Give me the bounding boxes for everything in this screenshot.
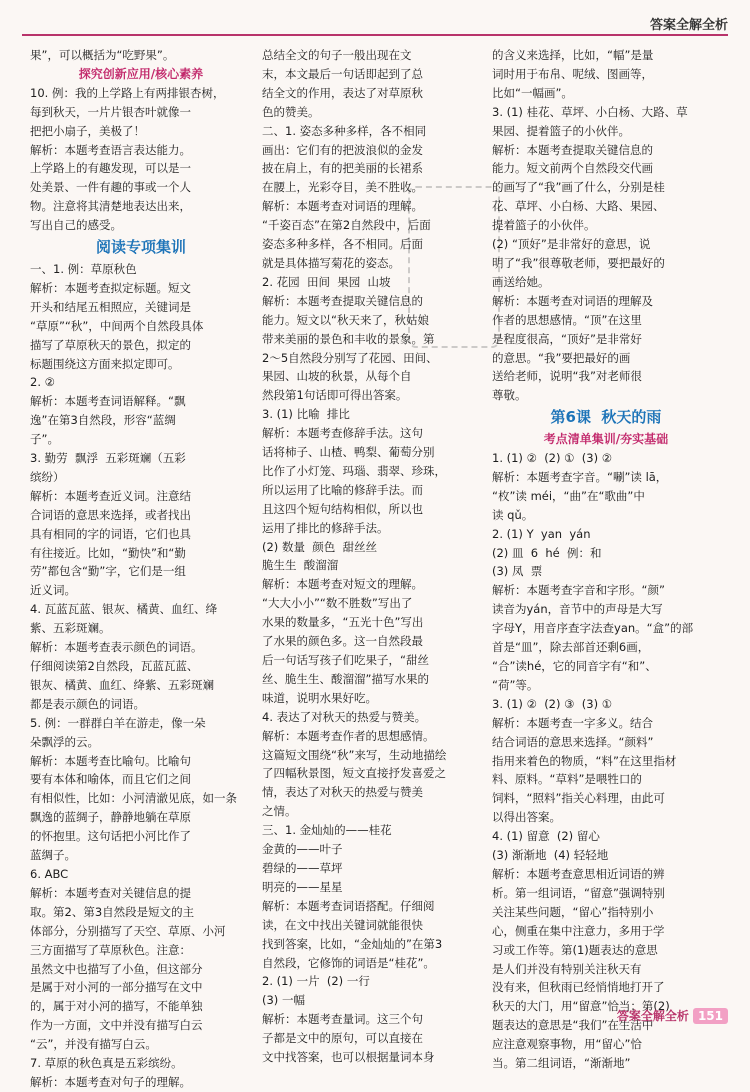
- text-line: 解析：本题考查量词。这三个句: [262, 1012, 423, 1027]
- text-line: 5. 例：一群群白羊在游走，像一朵: [30, 715, 206, 730]
- text-line: 金黄的——叶子: [262, 842, 343, 857]
- text-line: 读音为yán，音节中的声母是大写: [492, 602, 663, 617]
- text-line: “荷”等。: [492, 677, 539, 692]
- text-line: 朵飘浮的云。: [30, 734, 99, 749]
- text-line: 是属于对小河的一部分描写在文中: [30, 980, 203, 995]
- text-line: 画送给她。: [492, 274, 550, 289]
- text-line: 一、1. 例：草原秋色: [30, 261, 137, 276]
- text-line: 物。注意将其清楚地表达出来，: [30, 199, 191, 214]
- text-line: 所以运用了比喻的修辞手法。而: [262, 482, 423, 497]
- text-line: 比作了小灯笼、玛瑙、翡翠、珍珠，: [262, 463, 446, 478]
- text-line: 且这四个短句结构相似，所以也: [262, 501, 423, 516]
- text-line: 上学路上的有趣发现，可以是一: [30, 161, 191, 176]
- text-line: 解析：本题考查近义词。注意结: [30, 488, 191, 503]
- text-line: 要有本体和喻体，而且它们之间: [30, 772, 191, 787]
- text-line: 3. (1) 桂花、草坪、小白杨、大路、草: [492, 104, 688, 119]
- text-line: 解析：本题考查对短文的理解。: [262, 577, 423, 592]
- text-line: 写出自己的感受。: [30, 218, 122, 233]
- text-line: 有相似性，比如：小河清澈见底，如一条: [30, 791, 237, 806]
- text-line: 近义词。: [30, 583, 76, 598]
- text-line: 解析：本题考查提取关键信息的: [262, 293, 423, 308]
- text-line: 每到秋天，一片片银杏叶就像一: [30, 104, 191, 119]
- text-line: 饲料，“照料”指关心料理，由此可: [492, 791, 665, 806]
- text-line: 读 qǔ。: [492, 507, 534, 522]
- text-line: 运用了排比的修辞手法。: [262, 520, 389, 535]
- text-line: 二、1. 姿态多种多样，各不相同: [262, 123, 427, 138]
- text-line: “云”，并没有描写白云。: [30, 1037, 157, 1052]
- text-line: 这篇短文围绕“秋”来写，生动地描绘: [262, 747, 447, 762]
- text-line: 明了“我”很尊敬老师，要把最好的: [492, 255, 665, 270]
- text-line: 析。第一组词语，“留意”强调特别: [492, 885, 665, 900]
- text-line: 总结全文的句子一般出现在文: [262, 48, 412, 62]
- text-line: 尊敬。: [492, 388, 527, 403]
- text-line: 2. (1) 一片 (2) 一行: [262, 974, 370, 989]
- text-line: 2. ②: [30, 375, 55, 390]
- text-line: 的画写了“我”画了什么，分别是桂: [492, 180, 665, 195]
- text-line: 把把小扇子，美极了！: [30, 123, 145, 138]
- text-line: 果”，可以概括为“吃野果”。: [30, 48, 175, 62]
- text-line: 是人们并没有特别关注秋天有: [492, 961, 642, 976]
- text-line: 后一句话写孩子们吃果子，“甜丝: [262, 653, 429, 667]
- text-line: 第6课 秋天的雨: [550, 408, 662, 427]
- text-line: 情，表达了对秋天的热爱与赞美: [262, 785, 423, 800]
- page-number: 151: [693, 1008, 728, 1024]
- text-line: 果园、提着篮子的小伙伴。: [492, 123, 630, 138]
- text-line: 没有来，但秋雨已经悄悄地打开了: [492, 980, 665, 995]
- text-line: 带来美丽的景色和丰收的景象。第: [262, 331, 435, 346]
- text-line: 虽然文中也描写了小鱼，但这部分: [30, 961, 203, 976]
- footer-label: 答案全解全析: [616, 1009, 689, 1023]
- text-line: 是程度很高，“顶好”是非常好: [492, 331, 642, 346]
- header-rule: [22, 34, 728, 36]
- text-line: (2) “顶好”是非常好的意思，说: [492, 237, 651, 252]
- text-line: 料、原料。“草料”是喂牲口的: [492, 772, 642, 787]
- text-line: “草原”“秋”，中间两个自然段具体: [30, 318, 204, 333]
- text-line: 3. 勤劳 飘浮 五彩斑斓（五彩: [30, 451, 186, 466]
- text-line: 水果的数量多，“五光十色”写出: [262, 615, 424, 630]
- text-line: 就是具体描写菊花的姿态。: [262, 255, 400, 270]
- text-line: 探究创新应用/核心素养: [78, 66, 204, 81]
- text-line: 话将柿子、山楂、鸭梨、葡萄分别: [262, 445, 435, 460]
- text-line: 碧绿的——草坪: [262, 860, 343, 875]
- text-line: 子”。: [30, 432, 59, 447]
- text-line: 画出：它们有的把波浪似的金发: [262, 142, 423, 157]
- text-line: (2) 皿 6 hé 例：和: [492, 545, 602, 560]
- text-line: (3) 凤 票: [492, 564, 543, 579]
- text-line: 能力。短文以“秋天来了，秋姑娘: [262, 312, 429, 327]
- text-line: 7. 草原的秋色真是五彩缤纷。: [30, 1056, 183, 1071]
- text-line: 考点清单集训/夯实基础: [543, 432, 669, 447]
- text-line: 了水果的颜色多。这一自然段最: [262, 634, 423, 649]
- text-line: 解析：本题考查拟定标题。短文: [30, 280, 191, 295]
- text-line: 解析：本题考查修辞手法。这句: [262, 426, 423, 441]
- text-line: 2～5自然段分别写了花园、田间、: [262, 350, 438, 365]
- text-line: 自然段，它修饰的词语是“桂花”。: [262, 955, 435, 970]
- text-line: 结合词语的意思来选择。“颜料”: [492, 734, 654, 749]
- text-line: 阅读专项集训: [95, 238, 186, 257]
- text-line: 果园、山坡的秋景，从每个自: [262, 369, 412, 384]
- text-line: 解析：本题考查一字多义。结合: [492, 715, 653, 730]
- text-line: 银灰、橘黄、血红、绛紫、五彩斑斓: [30, 677, 214, 692]
- text-line: 子都是文中的原句，可以直接在: [262, 1031, 423, 1046]
- text-line: 取。第2、第3自然段是短文的主: [30, 904, 195, 919]
- text-line: 了四幅秋景图，短文直接抒发喜爱之: [262, 766, 446, 781]
- text-line: 3. (1) 比喻 排比: [262, 407, 350, 422]
- text-line: 4. 表达了对秋天的热爱与赞美。: [262, 709, 427, 724]
- text-line: 体部分，分别描写了天空、草原、小河: [30, 923, 226, 938]
- text-line: (3) 一幅: [262, 993, 305, 1008]
- text-line: 解析：本题考查比喻句。比喻句: [30, 753, 191, 768]
- answer-column-3: [492, 46, 720, 1073]
- text-line: 能力。短文前两个自然段交代画: [492, 161, 653, 176]
- text-line: 3. (1) ② (2) ③ (3) ①: [492, 696, 613, 711]
- text-line: 在腰上，光彩夺目，美不胜收。: [262, 180, 423, 195]
- text-line: 解析：本题考查意思相近词语的辨: [492, 866, 665, 881]
- text-line: 解析：本题考查作者的思想感情。: [262, 728, 435, 743]
- text-line: 2. (1) Y yan yán: [492, 526, 591, 541]
- text-line: 解析：本题考查对关键信息的提: [30, 885, 191, 900]
- text-line: 解析：本题考查字音和字形。“颜”: [492, 583, 665, 598]
- text-line: 披在肩上，有的把美丽的长裙系: [262, 161, 423, 176]
- text-line: 文中找答案，也可以根据量词本身: [262, 1050, 435, 1065]
- text-line: 花、草坪、小白杨、大路、果园、: [492, 199, 665, 214]
- text-line: 当。第二组词语，“渐渐地”: [492, 1056, 631, 1071]
- text-line: 解析：本题考查对词语的理解及: [492, 293, 653, 308]
- text-line: 1. (1) ② (2) ① (3) ②: [492, 451, 613, 466]
- text-line: 脆生生 酸溜溜: [262, 558, 339, 573]
- text-line: “千姿百态”在第2自然段中，后面: [262, 218, 431, 233]
- text-line: 开头和结尾五相照应，关键词是: [30, 299, 191, 314]
- text-line: 味道，说明水果好吃。: [262, 690, 377, 705]
- text-line: 10. 例：我的上学路上有两排银杏树，: [30, 85, 225, 100]
- text-line: 之情。: [262, 804, 297, 819]
- text-line: 描写了草原秋天的景色，拟定的: [30, 337, 191, 352]
- text-line: 解析：本题考查提取关键信息的: [492, 142, 653, 157]
- text-line: 习或工作等。第(1)题表达的意思: [492, 942, 658, 957]
- text-line: 词时用于布帛、呢绒、图画等，: [492, 66, 653, 81]
- text-line: (3) 渐渐地 (4) 轻轻地: [492, 848, 609, 863]
- text-line: 具有相同的字的词语，它们也具: [30, 526, 191, 541]
- text-line: 字母Y，用音序查字法查yan。“盒”的部: [492, 621, 694, 636]
- text-line: 提着篮子的小伙伴。: [492, 218, 596, 233]
- text-line: 逸”在第3自然段，形容“蓝绸: [30, 413, 176, 428]
- text-line: 应注意观察事物，用“留心”恰: [492, 1037, 642, 1052]
- text-line: 秋天的大门，用“留意”恰当；第(2): [492, 999, 670, 1014]
- text-line: 有往接近。比如，“勤快”和“勤: [30, 545, 186, 560]
- text-line: 2. 花园 田间 果园 山坡: [262, 274, 391, 289]
- text-line: 结全文的作用，表达了对草原秋: [262, 85, 423, 100]
- text-line: 都是表示颜色的词语。: [30, 696, 145, 711]
- answer-column-2: [262, 46, 482, 1067]
- text-line: 比如“一幅画”。: [492, 85, 573, 100]
- text-line: 三、1. 金灿灿的——桂花: [262, 823, 392, 838]
- answer-column-1: [30, 46, 252, 1092]
- text-line: 的，属于对小河的描写，不能单独: [30, 999, 203, 1014]
- text-line: 解析：本题考查词语解释。“飘: [30, 394, 186, 409]
- text-line: 劳”都包含“勤”字，它们是一组: [30, 564, 186, 579]
- text-line: 作者的思想感情。“顶”在这里: [492, 312, 642, 327]
- text-line: 仔细阅读第2自然段，瓦蓝瓦蓝、: [30, 659, 199, 673]
- text-line: 读，在文中找出关键词就能很快: [262, 917, 423, 932]
- text-line: 指用来着色的物质，“料”在这里指材: [492, 753, 677, 768]
- text-line: 解析：本题考查词语搭配。仔细阅: [262, 898, 435, 913]
- text-line: “枚”读 méi，“曲”在“歌曲”中: [492, 488, 645, 503]
- text-line: 合词语的意思来选择，或者找出: [30, 507, 191, 522]
- text-line: 4. 瓦蓝瓦蓝、银灰、橘黄、血红、绛: [30, 602, 218, 617]
- text-line: 首是“皿”，除去部首还剩6画，: [492, 640, 650, 655]
- text-line: 4. (1) 留意 (2) 留心: [492, 829, 600, 844]
- text-line: 解析：本题考查语言表达能力。: [30, 142, 191, 157]
- text-line: 解析：本题考查对句子的理解。: [30, 1074, 191, 1089]
- text-line: 的含义来选择，比如，“幅”是量: [492, 48, 654, 62]
- text-line: 色的赞美。: [262, 104, 320, 119]
- text-line: 6. ABC: [30, 866, 69, 881]
- text-line: 解析：本题考查字音。“唰”读 lā，: [492, 469, 668, 484]
- text-line: 飘逸的蓝绸子，静静地躺在草原: [30, 810, 191, 825]
- text-line: 明亮的——星星: [262, 879, 343, 894]
- text-line: 找到答案，比如，“金灿灿的”在第3: [262, 936, 443, 951]
- text-line: 作为一方面，文中并没有描写白云: [30, 1018, 203, 1033]
- text-line: “大大小小”“数不胜数”写出了: [262, 596, 413, 611]
- text-line: 蓝绸子。: [30, 848, 76, 863]
- text-line: 标题围绕这方面来拟定即可。: [30, 356, 180, 371]
- text-line: 处美景、一件有趣的事或一个人: [30, 180, 191, 195]
- text-line: 姿态多种多样，各不相同。后面: [262, 237, 423, 252]
- text-line: “合”读hé，它的同音字有“和”、: [492, 659, 657, 673]
- text-line: 解析：本题考查表示颜色的词语。: [30, 640, 203, 655]
- text-line: 紫、五彩斑斓。: [30, 621, 111, 636]
- text-line: 缤纷）: [30, 469, 65, 484]
- text-line: 丝、脆生生、酸溜溜”描写水果的: [262, 671, 429, 686]
- text-line: 题表达的意思是“我们”在生活中: [492, 1018, 654, 1033]
- text-line: 解析：本题考查对词语的理解。: [262, 199, 423, 214]
- text-line: 三方面描写了草原秋色。注意：: [30, 942, 191, 957]
- text-line: 以得出答案。: [492, 810, 561, 825]
- text-line: 末，本文最后一句话即起到了总: [262, 66, 423, 81]
- text-line: 的怀抱里。这句话把小河比作了: [30, 829, 191, 844]
- text-line: (2) 数量 颜色 甜丝丝: [262, 539, 378, 554]
- text-line: 关注某些问题，“留心”指特别小: [492, 904, 654, 919]
- text-line: 送给老师，说明“我”对老师很: [492, 369, 642, 384]
- text-line: 的意思。“我”要把最好的画: [492, 350, 631, 365]
- text-line: 然段第1句话即可得出答案。: [262, 388, 408, 403]
- header-title: 答案全解全析: [649, 18, 728, 33]
- text-line: 心，侧重在集中注意力，多用于学: [492, 923, 665, 938]
- page-footer: [617, 1007, 728, 1024]
